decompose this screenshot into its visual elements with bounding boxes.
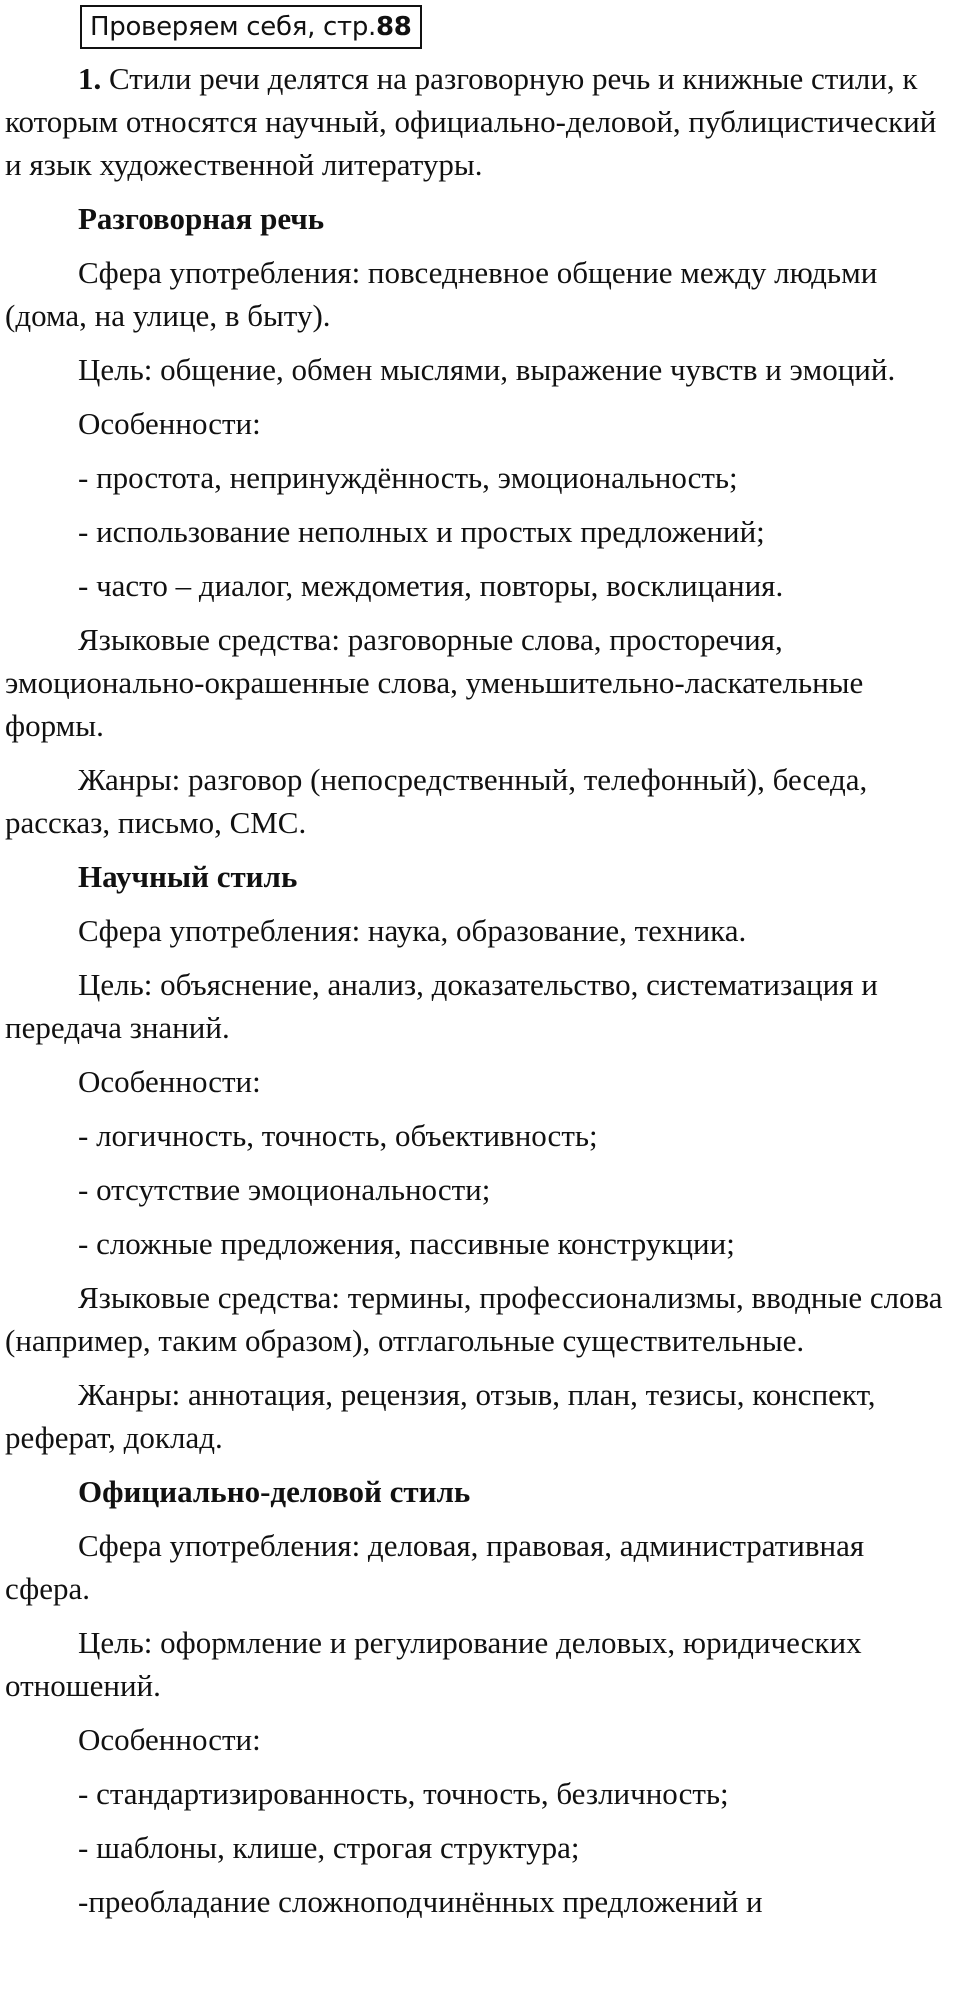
conversational-features-label: Особенности:	[78, 406, 261, 441]
section-heading-scientific: Научный стиль	[78, 859, 298, 894]
scientific-feature-item: - отсутствие эмоциональности;	[78, 1172, 491, 1207]
official-feature-item: - стандартизированность, точность, безличность;	[78, 1776, 729, 1811]
conversational-goal: Цель: общение, обмен мыслями, выражение чувств и эмоций.	[78, 352, 896, 387]
conversational-means: Языковые средства: разговорные слова, просторечия, эмоционально-окрашенные слова, уменьшительно-ласкательные формы.	[5, 622, 864, 743]
scientific-features-label: Особенности:	[78, 1064, 261, 1099]
page-number: 88	[376, 12, 412, 42]
intro-paragraph	[5, 57, 952, 186]
conversational-sphere: Сфера употребления: повседневное общение между людьми (дома, на улице, в быту).	[5, 255, 878, 333]
intro-text: Стили речи делятся на разговорную речь и книжные стили, к которым относятся научный, официально-деловой, публицистический и язык художественной литературы.	[5, 61, 937, 182]
official-feature-item: - шаблоны, клише, строгая структура;	[78, 1830, 580, 1865]
official-feature-item: -преобладание сложноподчинённых предложений и	[78, 1884, 763, 1919]
scientific-genres: Жанры: аннотация, рецензия, отзыв, план, тезисы, конспект, реферат, доклад.	[5, 1377, 876, 1455]
section-heading-conversational: Разговорная речь	[78, 201, 325, 236]
conversational-feature-item: - простота, непринуждённость, эмоциональность;	[78, 460, 738, 495]
scientific-feature-item: - логичность, точность, объективность;	[78, 1118, 598, 1153]
scientific-sphere: Сфера употребления: наука, образование, техника.	[78, 913, 747, 948]
conversational-feature-item: - использование неполных и простых предложений;	[78, 514, 765, 549]
scientific-goal: Цель: объяснение, анализ, доказательство, систематизация и передача знаний.	[5, 967, 878, 1045]
question-number: 1.	[78, 61, 102, 96]
official-sphere: Сфера употребления: деловая, правовая, административная сфера.	[5, 1528, 865, 1606]
section-heading-official: Официально-деловой стиль	[78, 1474, 471, 1509]
official-features-label: Особенности:	[78, 1722, 261, 1757]
page-reference-label: Проверяем себя, стр.	[90, 12, 377, 42]
document-body	[5, 57, 952, 1923]
scientific-feature-item: - сложные предложения, пассивные конструкции;	[78, 1226, 735, 1261]
page-reference-box	[80, 5, 422, 49]
conversational-feature-item: - часто – диалог, междометия, повторы, восклицания.	[78, 568, 784, 603]
conversational-genres: Жанры: разговор (непосредственный, телефонный), беседа, рассказ, письмо, СМС.	[5, 762, 868, 840]
official-goal: Цель: оформление и регулирование деловых, юридических отношений.	[5, 1625, 862, 1703]
scientific-means: Языковые средства: термины, профессионализмы, вводные слова (например, таким образом), отглагольные существительные.	[5, 1280, 943, 1358]
